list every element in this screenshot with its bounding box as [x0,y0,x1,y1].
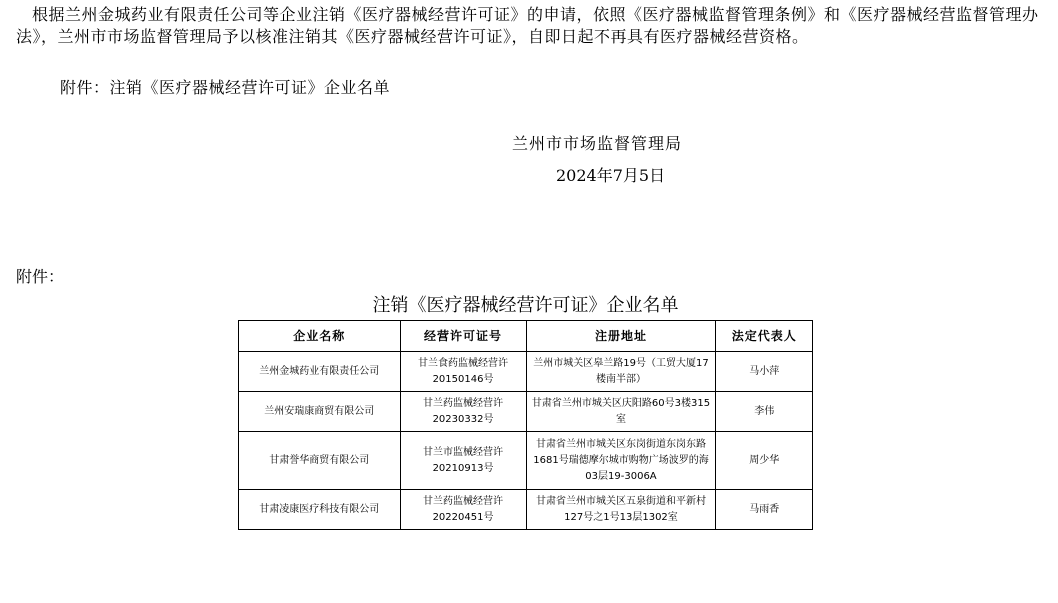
registered-address-cell: 兰州市城关区皋兰路19号（工贸大厦17楼南半部） [526,352,716,392]
attachment-reference: 附件：注销《医疗器械经营许可证》企业名单 [60,78,391,97]
header-registered-address: 注册地址 [526,321,716,352]
table-row [239,432,813,490]
legal-representative-cell: 马雨香 [716,490,813,530]
legal-representative-cell: 马小萍 [716,352,813,392]
table-row [239,392,813,432]
cancelled-companies-table [238,320,813,530]
company-name-cell: 甘肃凌康医疗科技有限公司 [239,490,401,530]
issuing-agency: 兰州市市场监督管理局 [512,134,683,153]
notice-paragraph: 根据兰州金城药业有限责任公司等企业注销《医疗器械经营许可证》的申请，依照《医疗器械监督管理条例》和《医疗器械经营监督管理办法》，兰州市市场监督管理局予以核准注销其《医疗器械经营许可证》，自即日起不再具有医疗器械经营资格。 [16,5,1039,46]
header-license-number: 经营许可证号 [400,321,526,352]
legal-representative-cell: 李伟 [716,392,813,432]
registered-address-cell: 甘肃省兰州市城关区东岗街道东岗东路1681号瑞德摩尔城市购物广场波罗的海03层19-3006A [526,432,716,490]
header-legal-representative: 法定代表人 [716,321,813,352]
table-title: 注销《医疗器械经营许可证》企业名单 [372,295,679,316]
license-number-cell: 甘兰市监械经营许20210913号 [400,432,526,490]
license-number-cell: 甘兰药监械经营许20220451号 [400,490,526,530]
license-number-cell: 甘兰药监械经营许20230332号 [400,392,526,432]
legal-representative-cell: 周少华 [716,432,813,490]
registered-address-cell: 甘肃省兰州市城关区五泉街道和平新村127号之1号13层1302室 [526,490,716,530]
attachment-label: 附件： [16,267,65,286]
table-row [239,352,813,392]
table-header-row [239,321,813,352]
registered-address-cell: 甘肃省兰州市城关区庆阳路60号3楼315室 [526,392,716,432]
issue-date: 2024年7月5日 [556,166,666,185]
header-company-name: 企业名称 [239,321,401,352]
license-number-cell: 甘兰食药监械经营许20150146号 [400,352,526,392]
table-row [239,490,813,530]
company-name-cell: 甘肃誉华商贸有限公司 [239,432,401,490]
company-name-cell: 兰州金城药业有限责任公司 [239,352,401,392]
company-name-cell: 兰州安瑞康商贸有限公司 [239,392,401,432]
